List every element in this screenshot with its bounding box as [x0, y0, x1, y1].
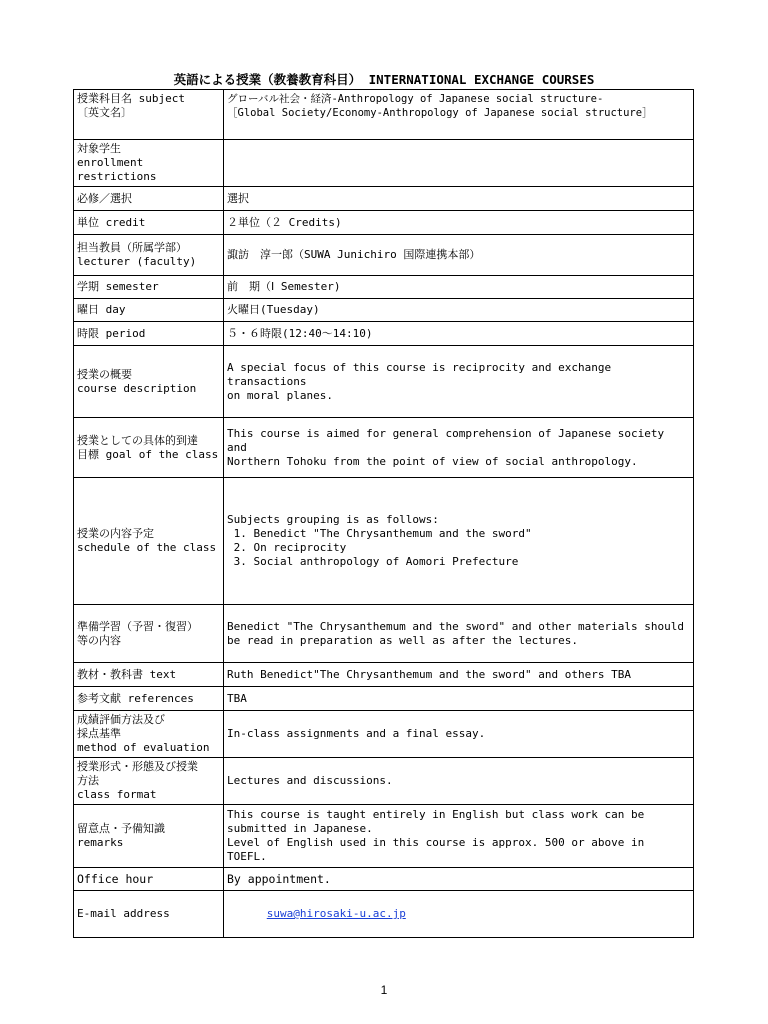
row-value-semester: 前 期（Ⅰ Semester)	[224, 276, 694, 299]
table-row	[74, 90, 694, 140]
row-value-email	[224, 891, 694, 938]
row-value-enrollment	[224, 140, 694, 187]
table-row	[74, 711, 694, 758]
row-value-required: 選択	[224, 187, 694, 211]
table-row	[74, 235, 694, 276]
row-label-description: 授業の概要 course description	[74, 346, 224, 418]
row-value-goal: This course is aimed for general comprehension of Japanese society and Northern Tohoku from the point of view of social anthropology.	[224, 418, 694, 478]
row-value-text: Ruth Benedict"The Chrysanthemum and the sword" and others TBA	[224, 663, 694, 687]
table-row	[74, 187, 694, 211]
row-label-required: 必修／選択	[74, 187, 224, 211]
row-value-day: 火曜日(Tuesday)	[224, 299, 694, 322]
table-row	[74, 891, 694, 938]
row-label-enrollment: 対象学生 enrollment restrictions	[74, 140, 224, 187]
table-row	[74, 276, 694, 299]
row-label-subject: 授業科目名 subject 〔英文名〕	[74, 90, 224, 140]
row-value-description: A special focus of this course is reciprocity and exchange transactions on moral planes.	[224, 346, 694, 418]
row-label-references: 参考文献 references	[74, 687, 224, 711]
table-row	[74, 805, 694, 868]
row-value-lecturer: 諏訪 淳一郎（SUWA Junichiro 国際連携本部）	[224, 235, 694, 276]
row-value-format: Lectures and discussions.	[224, 758, 694, 805]
table-row	[74, 758, 694, 805]
table-row	[74, 868, 694, 891]
table-row	[74, 346, 694, 418]
row-label-office-hour: Office hour	[74, 868, 224, 891]
row-label-goal: 授業としての具体的到達 目標 goal of the class	[74, 418, 224, 478]
table-row	[74, 211, 694, 235]
row-label-email: E-mail address	[74, 891, 224, 938]
table-row	[74, 687, 694, 711]
table-row	[74, 322, 694, 346]
page-number: 1	[380, 983, 388, 997]
row-value-references: TBA	[224, 687, 694, 711]
row-label-format: 授業形式・形態及び授業 方法 class format	[74, 758, 224, 805]
row-value-subject: グローバル社会・経済-Anthropology of Japanese social structure- ［Global Society/Economy-Anthropology of Japanese social structure］	[224, 90, 694, 140]
table-row	[74, 663, 694, 687]
row-value-remarks: This course is taught entirely in English but class work can be submitted in Japanese. Level of English used in this course is approx. 500 or above in TOEFL.	[224, 805, 694, 868]
row-label-day: 曜日 day	[74, 299, 224, 322]
table-row	[74, 140, 694, 187]
row-value-period: ５・６時限(12:40～14:10)	[224, 322, 694, 346]
row-value-office-hour: By appointment.	[224, 868, 694, 891]
row-label-credit: 単位 credit	[74, 211, 224, 235]
row-label-lecturer: 担当教員（所属学部） lecturer (faculty)	[74, 235, 224, 276]
row-value-credit: ２単位（２ Credits)	[224, 211, 694, 235]
syllabus-table	[73, 89, 694, 938]
email-link[interactable]: suwa@hirosaki-u.ac.jp	[266, 907, 406, 920]
row-label-remarks: 留意点・予備知識 remarks	[74, 805, 224, 868]
row-value-evaluation: In-class assignments and a final essay.	[224, 711, 694, 758]
table-row	[74, 299, 694, 322]
table-row	[74, 418, 694, 478]
row-label-semester: 学期 semester	[74, 276, 224, 299]
table-row	[74, 605, 694, 663]
row-label-period: 時限 period	[74, 322, 224, 346]
row-label-preparation: 準備学習（予習・復習） 等の内容	[74, 605, 224, 663]
row-label-evaluation: 成績評価方法及び 採点基準 method of evaluation	[74, 711, 224, 758]
page-title: 英語による授業（教養教育科目） INTERNATIONAL EXCHANGE COURSES	[173, 72, 595, 87]
row-value-schedule: Subjects grouping is as follows: 1. Benedict "The Chrysanthemum and the sword" 2. On reciprocity 3. Social anthropology of Aomori Prefecture	[224, 478, 694, 605]
table-row	[74, 478, 694, 605]
row-label-schedule: 授業の内容予定 schedule of the class	[74, 478, 224, 605]
row-value-preparation: Benedict "The Chrysanthemum and the sword" and other materials should be read in preparation as well as after the lectures.	[224, 605, 694, 663]
row-label-text: 教材・教科書 text	[74, 663, 224, 687]
